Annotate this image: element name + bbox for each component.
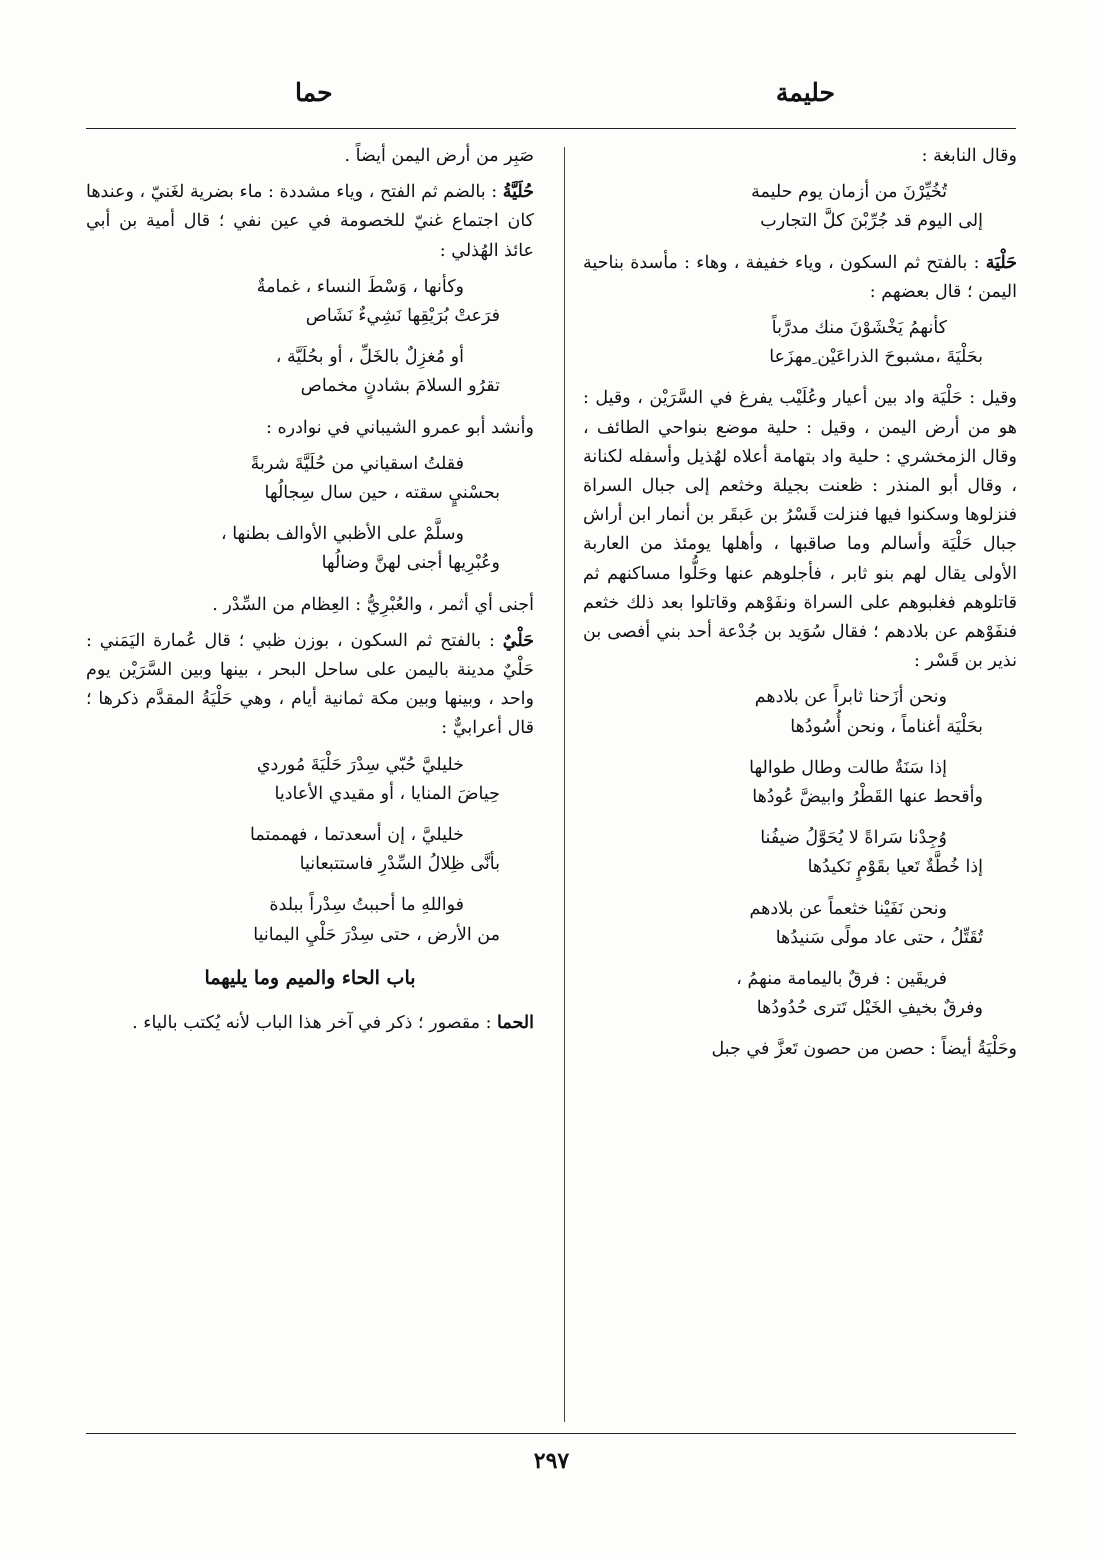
right-column <box>583 142 1017 1072</box>
text-paragraph <box>583 142 1017 171</box>
verse-line: وُجِدْنا سَراةً لا يُحَوَّلُ ضيفُنا <box>760 828 947 849</box>
paragraph-text: وأنشد أبو عمرو الشيباني في نوادره : <box>266 417 534 438</box>
verse-line: بحَلْيَة أغناماً ، ونحن أُسُودُها <box>790 716 983 737</box>
verse-line: إذا سَنَةٌ طالت وطال طوالها <box>749 757 947 778</box>
paragraph-text: وقيل : حَلْيَة واد بين أعيار وعُلَيْب يفرغ في السَّرَيْن ، وقيل : هو من أرض اليمن ، وقيل : حلية موضع بنواحي الطائف ، وقال الزمخشري : حلية واد بتهامة أعلاه لهُذيل وأسفله لكنانة ، وقال أبو المنذر : ظعنت بجيلة وخثعم إلى جبال السراة فنزلوها وسكنوا فيها فنزلت قَسْرُ بن عَبقَر بن أنمار ابن أراش جبال حَلْيَة وأسالم وما صاقبها ، وأهلها يومئذ من العاربة الأولى يقال لهم بنو ثابر ، فأجلوهم عنها وحَلُّوا مساكنهم ثم قاتلوهم فغلبوهم على السراة ونفَوْهم وقاتلوا بعد ذلك خثعم فنفَوْهم عن بلادهم ؛ فقال سُوَيد بن جُدْعة أحد بني أفصى بن نذير بن قَسْر : <box>583 388 1017 672</box>
verse-line: تُخُيِّرْنَ من أزمان يوم حليمة <box>751 182 947 203</box>
entry-paragraph <box>86 627 534 744</box>
running-head-right: حليمة <box>775 78 835 107</box>
section-heading: باب الحاء والميم وما يليهما <box>204 966 416 989</box>
page-number: ٢٩٧ <box>533 1448 570 1474</box>
verse-line: فرَعتْ بُرَيْقِها نَشِيءٌ نَشَاص <box>305 306 500 327</box>
verse-line: أو مُغزِلٌ بالخَلِّ ، أو بحُلَيَّة ، <box>275 347 464 368</box>
verse-line: وعُبْرِيها أجنى لهنَّ وضالُها <box>321 553 500 574</box>
verse-line: من الأرض ، حتى سِدْرَ حَلْيِ اليمانيا <box>253 924 500 945</box>
top-rule <box>86 128 1016 129</box>
text-paragraph <box>86 591 534 620</box>
verse-line: خليليَّ ، إن أسعدتما ، فهممتما <box>250 825 464 846</box>
text-paragraph <box>583 384 1017 676</box>
paragraph-text: : مقصور ؛ ذكر في آخر هذا الباب لأنه يُكتب بالياء . <box>132 1013 498 1034</box>
verse-line: إذا خُطَّةٌ تَعيا بقَوْمٍ نَكيدُها <box>807 857 983 878</box>
column-divider <box>564 147 565 1422</box>
verse-couplet <box>86 891 534 949</box>
paragraph-text: وقال النابغة : <box>921 146 1017 166</box>
verse-couplet <box>86 273 534 331</box>
verse-line: كأنهمُ يَخْشَوْنَ منك مدرَّباً <box>771 318 947 339</box>
verse-couplet <box>86 821 534 879</box>
verse-couplet <box>583 754 1017 812</box>
text-paragraph <box>86 414 534 443</box>
verse-line: حِياضَ المنايا ، أو مقيدي الأعاديا <box>274 783 500 804</box>
verse-couplet <box>86 450 534 508</box>
running-head-left: حما <box>295 78 333 107</box>
paragraph-text: : بالفتح ثم السكون ، وياء خفيفة ، وهاء : مأسدة بناحية اليمن ؛ قال بعضهم : <box>583 252 1017 302</box>
verse-line: فواللهِ ما أحببتُ سِدْراً ببلدة <box>269 895 464 916</box>
verse-couplet <box>583 824 1017 882</box>
paragraph-text: : بالضم ثم الفتح ، وياء مشددة : ماء بضرية لغَنيّ ، وعندها كان اجتماع غنيّ للخصومة في عين نفي ؛ قال أمية بن أبي عائذ الهُذلي : <box>86 182 534 261</box>
verse-line: وأقحط عنها القَطْرُ وابيضَّ عُودُها <box>752 787 983 808</box>
verse-couplet <box>583 965 1017 1023</box>
verse-line: فقلتُ اسقياني من حُلَيَّةَ شربةً <box>250 453 464 474</box>
verse-couplet <box>583 178 1017 236</box>
entry-headword: الحما <box>497 1013 534 1034</box>
entry-headword: حُلَيَّةُ <box>502 182 534 203</box>
verse-couplet <box>583 314 1017 372</box>
entry-paragraph <box>86 1009 534 1038</box>
verse-couplet <box>86 520 534 578</box>
verse-line: ونحن أزَحنا ثابراً عن بلادهم <box>754 687 947 708</box>
paragraph-text: : بالفتح ثم السكون ، بوزن ظبي ؛ قال عُمارة اليَمَني : حَلْيٌ مدينة باليمن على ساحل البحر ، بينها وبين السَّرَيْن يوم واحد ، وبينها وبين مكة ثمانية أيام ، وهي حَلْيَةُ المقدَّم ذكرها ؛ قال أعرابيٌّ : <box>86 630 534 739</box>
paragraph-text: وحَلْيَةُ أيضاً : حصن من حصون تَعزَّ في جبل <box>711 1039 1017 1060</box>
verse-line: تُقَتِّلُ ، حتى عاد مولًى سَنيدُها <box>775 927 983 948</box>
verse-line: وفرقٌ بخيفِ الخَيْل تَترى حُدُودُها <box>756 998 983 1019</box>
verse-couplet <box>583 895 1017 953</box>
entry-headword: حَلْيَة <box>985 252 1017 273</box>
text-paragraph <box>583 1035 1017 1064</box>
verse-line: خليليَّ حُبّي سِدْرَ حَلْيَةَ مُوردي <box>256 754 464 775</box>
verse-line: وسلَّمْ على الأظبي الأوالف بطنها ، <box>221 524 464 545</box>
bottom-rule <box>86 1433 1016 1434</box>
paragraph-text: صَبِر من أرض اليمن أيضاً . <box>344 146 534 166</box>
entry-paragraph <box>86 178 534 266</box>
entry-paragraph <box>583 249 1017 307</box>
verse-line: إلى اليوم قد جُرِّبْنَ كلَّ التجارب <box>760 211 983 232</box>
verse-couplet <box>86 343 534 401</box>
verse-couplet <box>583 683 1017 741</box>
left-column <box>86 142 534 1045</box>
verse-line: تقرُو السلامَ بشادنٍ مخماص <box>300 376 500 397</box>
entry-headword: حَلْيٌ <box>502 630 534 651</box>
verse-line: بحَلْيَةَ ،مشبوحَ الذراعَيْن ِمهزَعا <box>769 347 983 368</box>
verse-line: بأنَّى ظِلالُ السِّدْرِ فاستتبعانيا <box>299 854 500 875</box>
verse-line: وكأنها ، وَسْطَ النساء ، غمامةٌ <box>256 276 464 297</box>
paragraph-text: أجنى أي أثمر ، والعُبْرِيُّ : العِظام من السِّدْر . <box>212 594 534 615</box>
verse-line: فريقَين : فرقٌ باليمامة منهمُ ، <box>736 969 947 990</box>
verse-line: بحسْنيٍ سقته ، حين سال سِجالُها <box>264 483 500 504</box>
verse-couplet <box>86 751 534 809</box>
verse-line: ونحن نَفَيْنا خثعماً عن بلادهم <box>749 898 947 919</box>
text-paragraph <box>86 142 534 171</box>
